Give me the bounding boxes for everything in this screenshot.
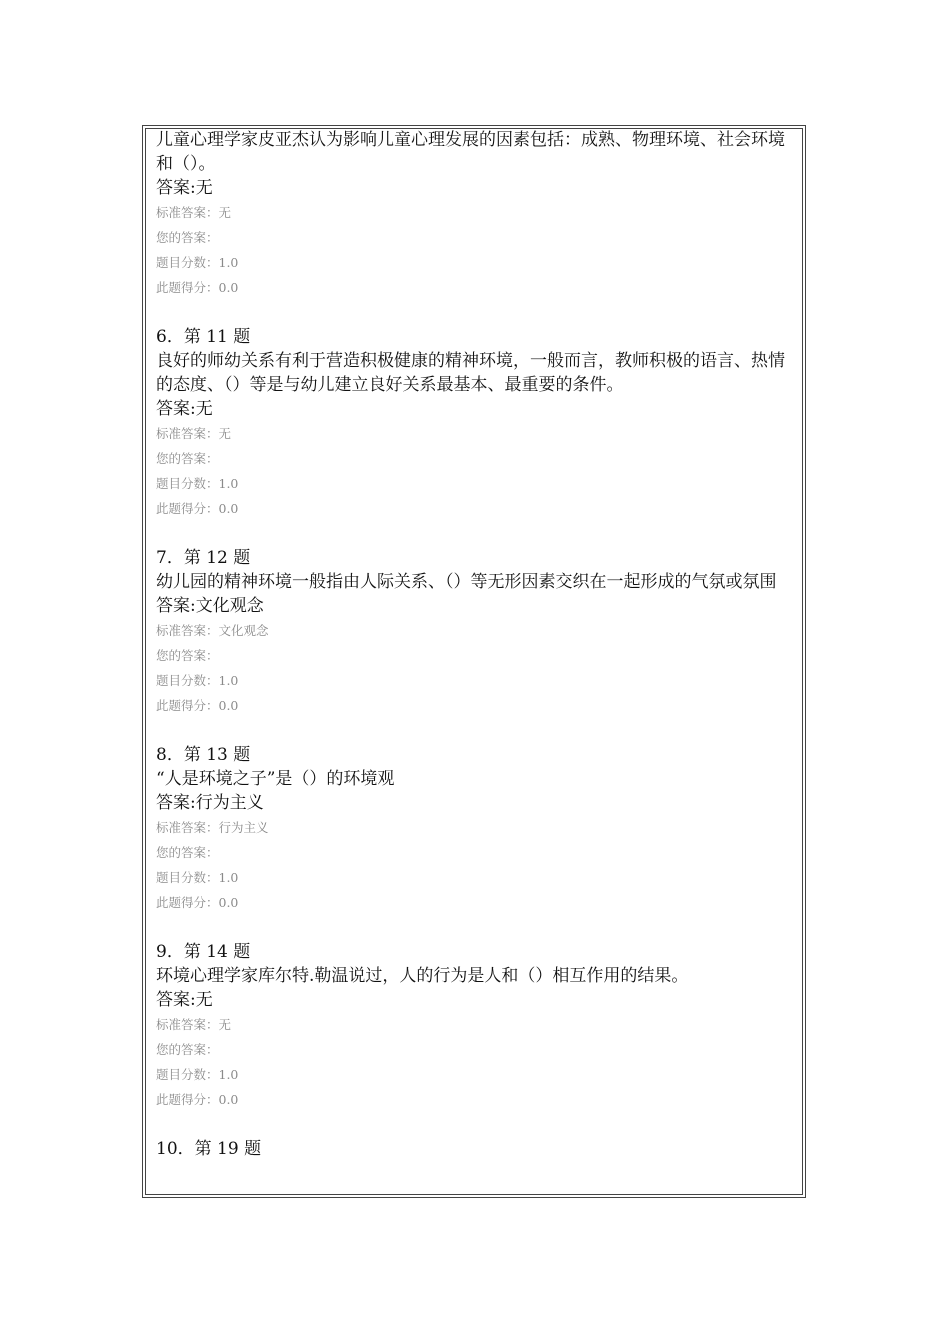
your-answer: 您的答案： [156, 648, 219, 663]
standard-answer: 标准答案：无 [156, 426, 232, 441]
your-answer: 您的答案： [156, 845, 219, 860]
question-heading: 7．第 12 题 [156, 548, 251, 568]
standard-answer: 标准答案：行为主义 [156, 820, 269, 835]
question-score: 题目分数：1.0 [156, 255, 239, 270]
question-block [156, 940, 796, 1112]
question-heading: 8．第 13 题 [156, 745, 251, 765]
question-heading: 10．第 19 题 [156, 1139, 262, 1159]
question-text: 环境心理学家库尔特.勒温说过，人的行为是人和（）相互作用的结果。 [156, 966, 689, 986]
answer-line: 答案:文化观念 [156, 596, 264, 616]
question-list [156, 128, 796, 1161]
question-score: 题目分数：1.0 [156, 673, 239, 688]
your-answer: 您的答案： [156, 230, 219, 245]
question-score: 题目分数：1.0 [156, 1067, 239, 1082]
question-block [156, 128, 796, 300]
your-answer: 您的答案： [156, 451, 219, 466]
question-score: 题目分数：1.0 [156, 476, 239, 491]
question-block [156, 743, 796, 915]
score-obtained: 此题得分：0.0 [156, 698, 239, 713]
score-obtained: 此题得分：0.0 [156, 501, 239, 516]
score-obtained: 此题得分：0.0 [156, 895, 239, 910]
answer-line: 答案:无 [156, 178, 213, 198]
question-score: 题目分数：1.0 [156, 870, 239, 885]
question-block [156, 546, 796, 718]
score-obtained: 此题得分：0.0 [156, 1092, 239, 1107]
question-text: “人是环境之子”是（）的环境观 [156, 769, 395, 789]
answer-line: 答案:无 [156, 990, 213, 1010]
standard-answer: 标准答案：文化观念 [156, 623, 269, 638]
question-text: 幼儿园的精神环境一般指由人际关系、（）等无形因素交织在一起形成的气氛或氛围 [156, 572, 777, 592]
question-block [156, 325, 796, 521]
your-answer: 您的答案： [156, 1042, 219, 1057]
question-heading: 6．第 11 题 [156, 327, 251, 347]
answer-line: 答案:无 [156, 399, 213, 419]
answer-line: 答案:行为主义 [156, 793, 264, 813]
question-heading: 9．第 14 题 [156, 942, 251, 962]
question-text: 儿童心理学家皮亚杰认为影响儿童心理发展的因素包括：成熟、物理环境、社会环境和（）。 [156, 130, 785, 174]
score-obtained: 此题得分：0.0 [156, 280, 239, 295]
standard-answer: 标准答案：无 [156, 205, 232, 220]
question-text: 良好的师幼关系有利于营造积极健康的精神环境，一般而言，教师积极的语言、热情的态度、（）等是与幼儿建立良好关系最基本、最重要的条件。 [156, 351, 785, 395]
standard-answer: 标准答案：无 [156, 1017, 232, 1032]
